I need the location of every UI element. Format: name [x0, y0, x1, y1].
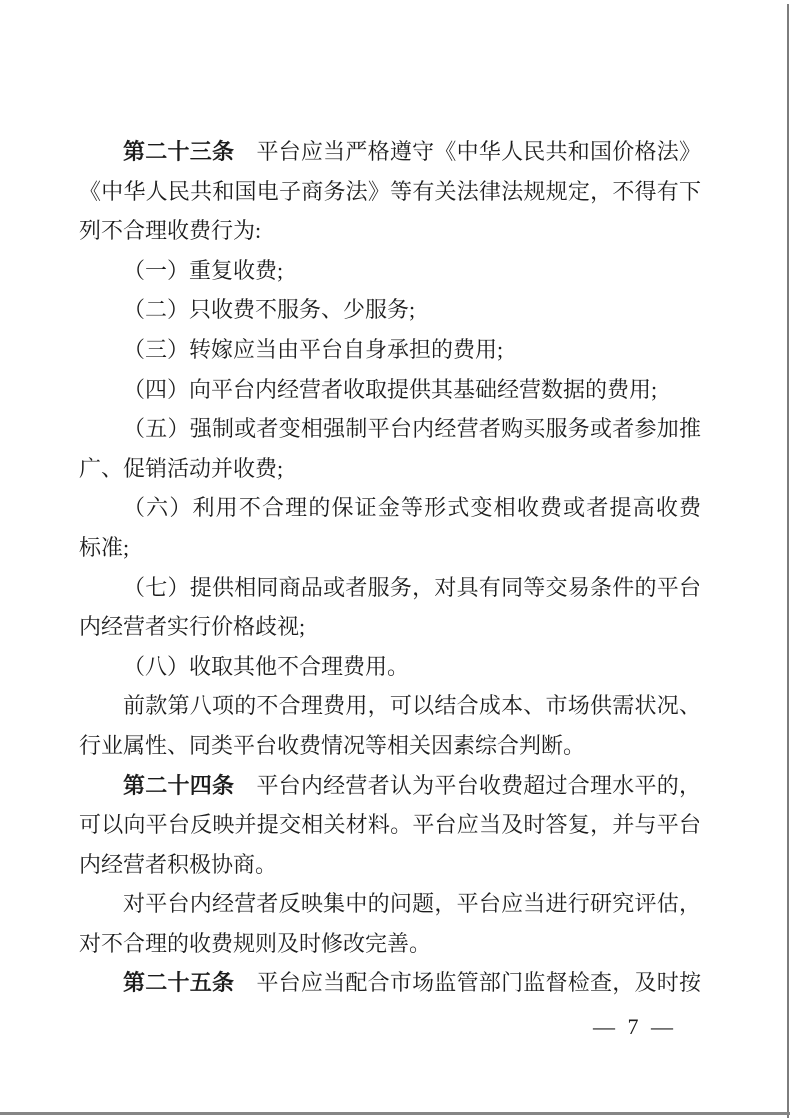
text-segment: 平台内经营者认为平台收费超过合理水平的，	[234, 772, 701, 798]
text-segment: 对平台内经营者反映集中的问题，平台应当进行研究评估，	[123, 891, 701, 917]
text-line	[79, 132, 701, 172]
text-segment: 前款第八项的不合理费用，可以结合成本、市场供需状况、	[123, 693, 701, 719]
text-line	[79, 528, 701, 568]
text-line	[79, 805, 701, 845]
page-edge-bottom-line	[0, 1112, 790, 1115]
text-line	[79, 409, 701, 449]
text-segment: （一）重复收费;	[123, 257, 284, 283]
text-segment: （五）强制或者变相强制平台内经营者购买服务或者参加推	[123, 416, 701, 442]
text-line	[79, 251, 701, 291]
text-line	[79, 766, 701, 806]
text-line	[79, 211, 701, 251]
document-body	[79, 132, 701, 1003]
text-segment: 内经营者实行价格歧视;	[79, 614, 306, 640]
text-segment: （六）利用不合理的保证金等形式变相收费或者提高收费	[123, 495, 701, 521]
text-line	[79, 607, 701, 647]
text-segment: 行业属性、同类平台收费情况等相关因素综合判断。	[79, 732, 586, 758]
text-line	[79, 963, 701, 1003]
text-segment: 标准;	[79, 534, 130, 560]
page-number: — 7 —	[593, 1014, 673, 1039]
text-line	[79, 488, 701, 528]
text-segment: 平台应当配合市场监管部门监督检查，及时按	[234, 970, 701, 996]
article-number: 第二十三条	[123, 139, 235, 164]
text-segment: （二）只收费不服务、少服务;	[123, 297, 416, 323]
text-line	[79, 172, 701, 212]
text-segment: 对不合理的收费规则及时修改完善。	[79, 930, 432, 956]
text-line	[79, 884, 701, 924]
text-line	[79, 726, 701, 766]
text-line	[79, 568, 701, 608]
text-line	[79, 686, 701, 726]
text-line	[79, 647, 701, 687]
text-line	[79, 290, 701, 330]
article-number: 第二十五条	[123, 970, 235, 996]
text-segment: 列不合理收费行为:	[79, 218, 262, 244]
text-line	[79, 330, 701, 370]
text-line	[79, 845, 701, 885]
text-line	[79, 449, 701, 489]
text-segment: 可以向平台反映并提交相关材料。平台应当及时答复，并与平台	[79, 812, 701, 838]
text-line	[79, 924, 701, 964]
article-number: 第二十四条	[123, 772, 235, 798]
text-segment: 《中华人民共和国电子商务法》等有关法律法规规定，不得有下	[79, 178, 701, 204]
text-segment: 广、促销活动并收费;	[79, 455, 284, 481]
text-segment: （八）收取其他不合理费用。	[123, 653, 410, 679]
text-segment: 平台应当严格遵守《中华人民共和国价格法》	[234, 139, 701, 164]
text-segment: （三）转嫁应当由平台自身承担的费用;	[123, 336, 504, 362]
page-edge-right-line	[787, 4, 789, 1118]
text-segment: （七）提供相同商品或者服务，对具有同等交易条件的平台	[123, 574, 701, 600]
text-segment: 内经营者积极协商。	[79, 851, 278, 877]
text-line	[79, 370, 701, 410]
text-segment: （四）向平台内经营者收取提供其基础经营数据的费用;	[123, 376, 658, 402]
